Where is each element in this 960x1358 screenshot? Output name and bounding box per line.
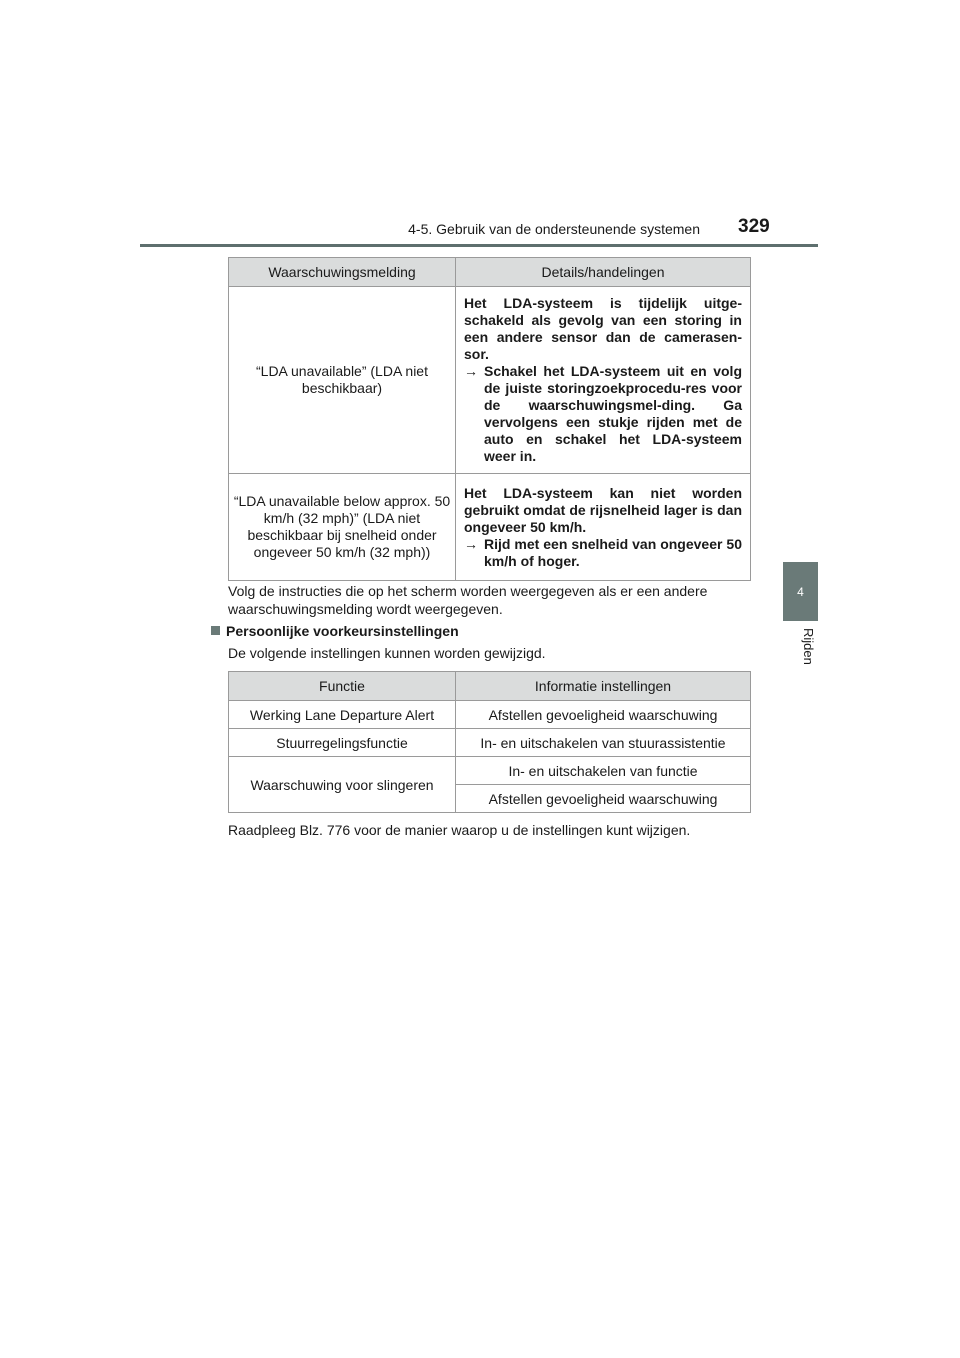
page-number: 329 [738,216,770,237]
function-cell: Stuurregelingsfunctie [229,729,456,757]
section-heading-text: Persoonlijke voorkeursinstellingen [226,623,459,639]
section-heading [211,623,459,639]
settings-table [228,671,751,813]
chapter-number: 4 [797,584,804,599]
column-header-details: Details/handelingen [456,258,751,287]
column-header-info: Informatie instellingen [456,672,751,701]
header-divider [140,244,818,247]
info-cell: Afstellen gevoeligheid waarschuwing [456,701,751,729]
section-header-title: 4-5. Gebruik van de ondersteunende systemen [408,221,700,237]
table-row [229,287,751,474]
table-header-row [229,672,751,701]
info-cell: In- en uitschakelen van stuurassistentie [456,729,751,757]
action-text: Schakel het LDA-systeem uit en volg de juiste storingzoekprocedu-res voor de waarschuwingsmel-ding. Ga vervolgens een stukje rijden met de auto en schakel het LDA-systeem weer in. [484,363,742,464]
action-text: Rijd met een snelheid van ongeveer 50 km/h of hoger. [484,535,742,569]
info-cell: In- en uitschakelen van functie [456,757,751,785]
warning-message-cell: “LDA unavailable” (LDA niet beschikbaar) [229,287,456,474]
function-cell: Werking Lane Departure Alert [229,701,456,729]
table-row [229,729,751,757]
chapter-label: Rijden [801,628,816,665]
table-row [229,757,751,785]
table-row [229,474,751,581]
function-cell: Waarschuwing voor slingeren [229,757,456,813]
chapter-tab [783,562,818,621]
section-intro: De volgende instellingen kunnen worden gewijzigd. [228,645,546,661]
table-row [229,701,751,729]
action-item [464,363,742,465]
details-text: Het LDA-systeem kan niet worden gebruikt omdat de rijsnelheid lager is dan ongeveer 50 km/h. [464,484,742,535]
arrow-icon: → [464,535,478,552]
footer-paragraph: Raadpleeg Blz. 776 voor de manier waarop u de instellingen kunt wijzigen. [228,822,691,838]
warning-details-cell [456,474,751,581]
column-header-function: Functie [229,672,456,701]
table-header-row [229,258,751,287]
details-text: Het LDA-systeem is tijdelijk uitge-schakeld als gevolg van een storing in een andere sensor dan de camerasen-sor. [464,295,742,362]
square-bullet-icon [211,626,220,635]
warning-details-cell [456,287,751,474]
warning-message-cell: “LDA unavailable below approx. 50 km/h (32 mph)” (LDA niet beschikbaar bij snelheid onder ongeveer 50 km/h (32 mph)) [229,474,456,581]
column-header-message: Waarschuwingsmelding [229,258,456,287]
arrow-icon: → [464,363,478,379]
warning-messages-table [228,257,751,581]
note-paragraph: Volg de instructies die op het scherm worden weergegeven als er een andere waarschuwingsmelding wordt weergegeven. [228,583,708,617]
action-item [464,536,742,570]
info-cell: Afstellen gevoeligheid waarschuwing [456,785,751,813]
